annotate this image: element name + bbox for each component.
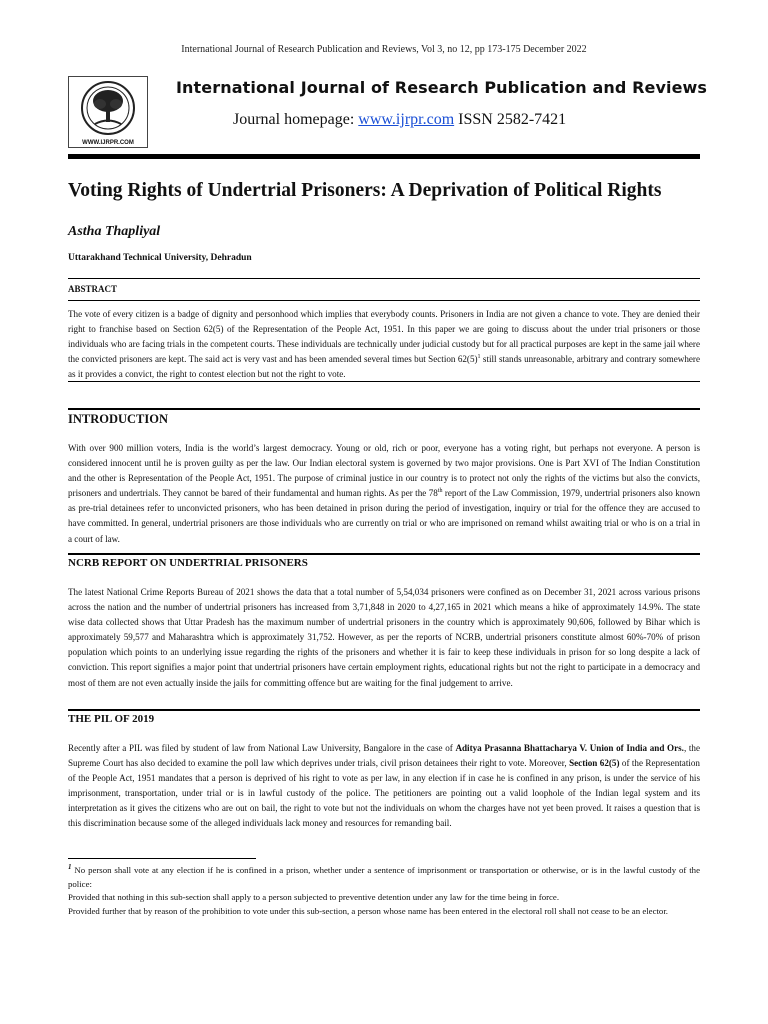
author-affiliation: Uttarakhand Technical University, Dehradun [68, 253, 252, 263]
abstract-part-b: still stands unreasonable, arbitrary and contrary somewhere as it provides a convict, the right to contest election but not the right to vote. [68, 354, 700, 380]
ordinal-sup: th [437, 488, 443, 495]
abstract-top-rule [68, 278, 700, 279]
logo-url-text: WWW.IJRPR.COM [82, 140, 134, 146]
ncrb-rule [68, 553, 700, 555]
intro-part-a: With over 900 million voters, India is the world’s largest democracy. Young or old, rich or poor, everyone has a voting right, but perhaps not everyone. A person is considered innocent until he is proven guilty as per the law. Our Indian electoral system is governed by two major provisions. One is Part XVI of The Indian Constitution and the other is Representation of the People Act, 1951. The purpose of criminal justice in our country is to protect not only the rights of the victims but also the convicts, prisoners and undertrials. They cannot be bared of their fundamental and human rights. As per the 78 [68, 443, 700, 499]
pil-rule [68, 709, 700, 711]
pil-part-b: , the Supreme Court has also decided to examine the poll law which deprives under trials, civil prison detainees their right to vote. Moreover, [68, 743, 700, 769]
pil-heading: THE PIL OF 2019 [68, 713, 155, 725]
abstract-text [68, 307, 700, 382]
footnote-line-1 [68, 864, 700, 891]
footnote-text-1: No person shall vote at any election if he is confined in a prison, whether under a sentence of imprisonment or transportation or otherwise, or is in the lawful custody of the police: [68, 865, 700, 889]
pil-text [68, 741, 700, 832]
article-title: Voting Rights of Undertrial Prisoners: A Deprivation of Political Rights [68, 180, 662, 201]
running-head: International Journal of Research Publication and Reviews, Vol 3, no 12, pp 173-175 December 2022 [181, 44, 587, 55]
ncrb-text: The latest National Crime Reports Bureau of 2021 shows the data that a total number of 5,54,034 prisoners were confined as on December 31, 2021 across various prisons across the nation and the number of undertrial prisoners has increased from 3,71,848 in 2020 to 4,27,165 in 2021 which means a hike of approximately 14.9%. The state wise data collected shows that Uttar Pradesh has the maximum number of undertrial prisoners in the country which is approximately 90,606, followed by Bihar which is approximately 59,577 and Maharashtra which is approximately 31,752. However, as per the reports of NCRB, undertrial prisoners constitute almost 60%-70% of prison population which points to an underlying issue regarding the rights of the prisoners and whether it is fair to keep these individuals in prison for so long despite a lack of conviction. This report signifies a major point that undertrial prisoners have certain employment rights, educational rights but not the right to participate in a democracy and most of them are not even actually inside the jails for committing offence but are waiting for the final judgement to arrive. [68, 587, 700, 688]
ncrb-heading: NCRB REPORT ON UNDERTRIAL PRISONERS [68, 557, 308, 569]
intro-part-b: report of the Law Commission, 1979, undertrial prisoners also known as pre-trial detainees refer to unconvicted prisoners, who has been detained in prison during the period of investigation, inquiry or trial for the offence they are accused to have committed. In general, undertrial prisoners are those individuals who are currently on trial or who are imprisoned on remand whilst awaiting trial or who is on a trial in a court of law. [68, 488, 700, 544]
issn: ISSN 2582-7421 [458, 111, 567, 128]
footnote-line-3: Provided further that by reason of the prohibition to vote under this sub-section, a person whose name has been entered in the electoral roll shall not cease to be an elector. [68, 905, 668, 916]
intro-text [68, 441, 700, 547]
article-author: Astha Thapliyal [68, 224, 161, 239]
footnote-ref: 1 [477, 354, 481, 361]
journal-logo [68, 76, 148, 148]
pil-part-c: of the Representation of the People Act, 1951 mandates that a person is deprived of his right to vote as per law, in any election if in case he is confined in any prison, is under the service of his imprisonment, transportation, under trial or is in lawful custody of the police. The petitioners are pointing out a valid loophole of the Indian legal system and its interpretation as it gives the citizens who are out on bail, the right to vote but not the individuals on whom the charges have not yet been proved. It raises a question that is this discrimination because some of the alleged individuals lack money and resources for remanding bail. [68, 758, 700, 829]
intro-heading: INTRODUCTION [68, 412, 169, 426]
homepage-link[interactable]: www.ijrpr.com [358, 111, 455, 128]
footnote-rule [68, 858, 256, 859]
journal-name: International Journal of Research Publication and Reviews [176, 78, 708, 97]
journal-homepage [233, 111, 566, 129]
case-name: Aditya Prasanna Bhattacharya V. Union of India and Ors. [455, 743, 684, 753]
footnote [68, 864, 700, 918]
header-rule [68, 154, 700, 159]
intro-rule [68, 408, 700, 410]
tree-emblem-icon [69, 77, 147, 147]
footnote-mark: 1 [68, 863, 72, 872]
pil-part-a: Recently after a PIL was filed by student of law from National Law University, Bangalore in the case of [68, 743, 456, 753]
section-ref: Section 62(5) [569, 758, 620, 769]
abstract-label: ABSTRACT [68, 284, 118, 294]
abstract-part-a: The vote of every citizen is a badge of dignity and personhood which implies that everybody counts. Prisoners in India are not given a chance to vote. They are denied their right to franchise based on Section 62(5) of the Representation of the People Act, 1951. In this paper we are going to discuss about the under trial prisoners or those individuals who are facing trials in the competent courts. These individuals are technically under judicial custody but for all practical purposes are kept in the same jail where the convicted prisoners are kept. The said act is very vast and has been amended several times but Section 62(5) [68, 309, 700, 365]
abstract-label-rule [68, 300, 700, 301]
footnote-line-2: Provided that nothing in this sub-section shall apply to a person subjected to preventive detention under any law for the time being in force. [68, 892, 560, 902]
abstract-bottom-rule [68, 381, 700, 382]
homepage-label: Journal homepage: [233, 111, 355, 128]
